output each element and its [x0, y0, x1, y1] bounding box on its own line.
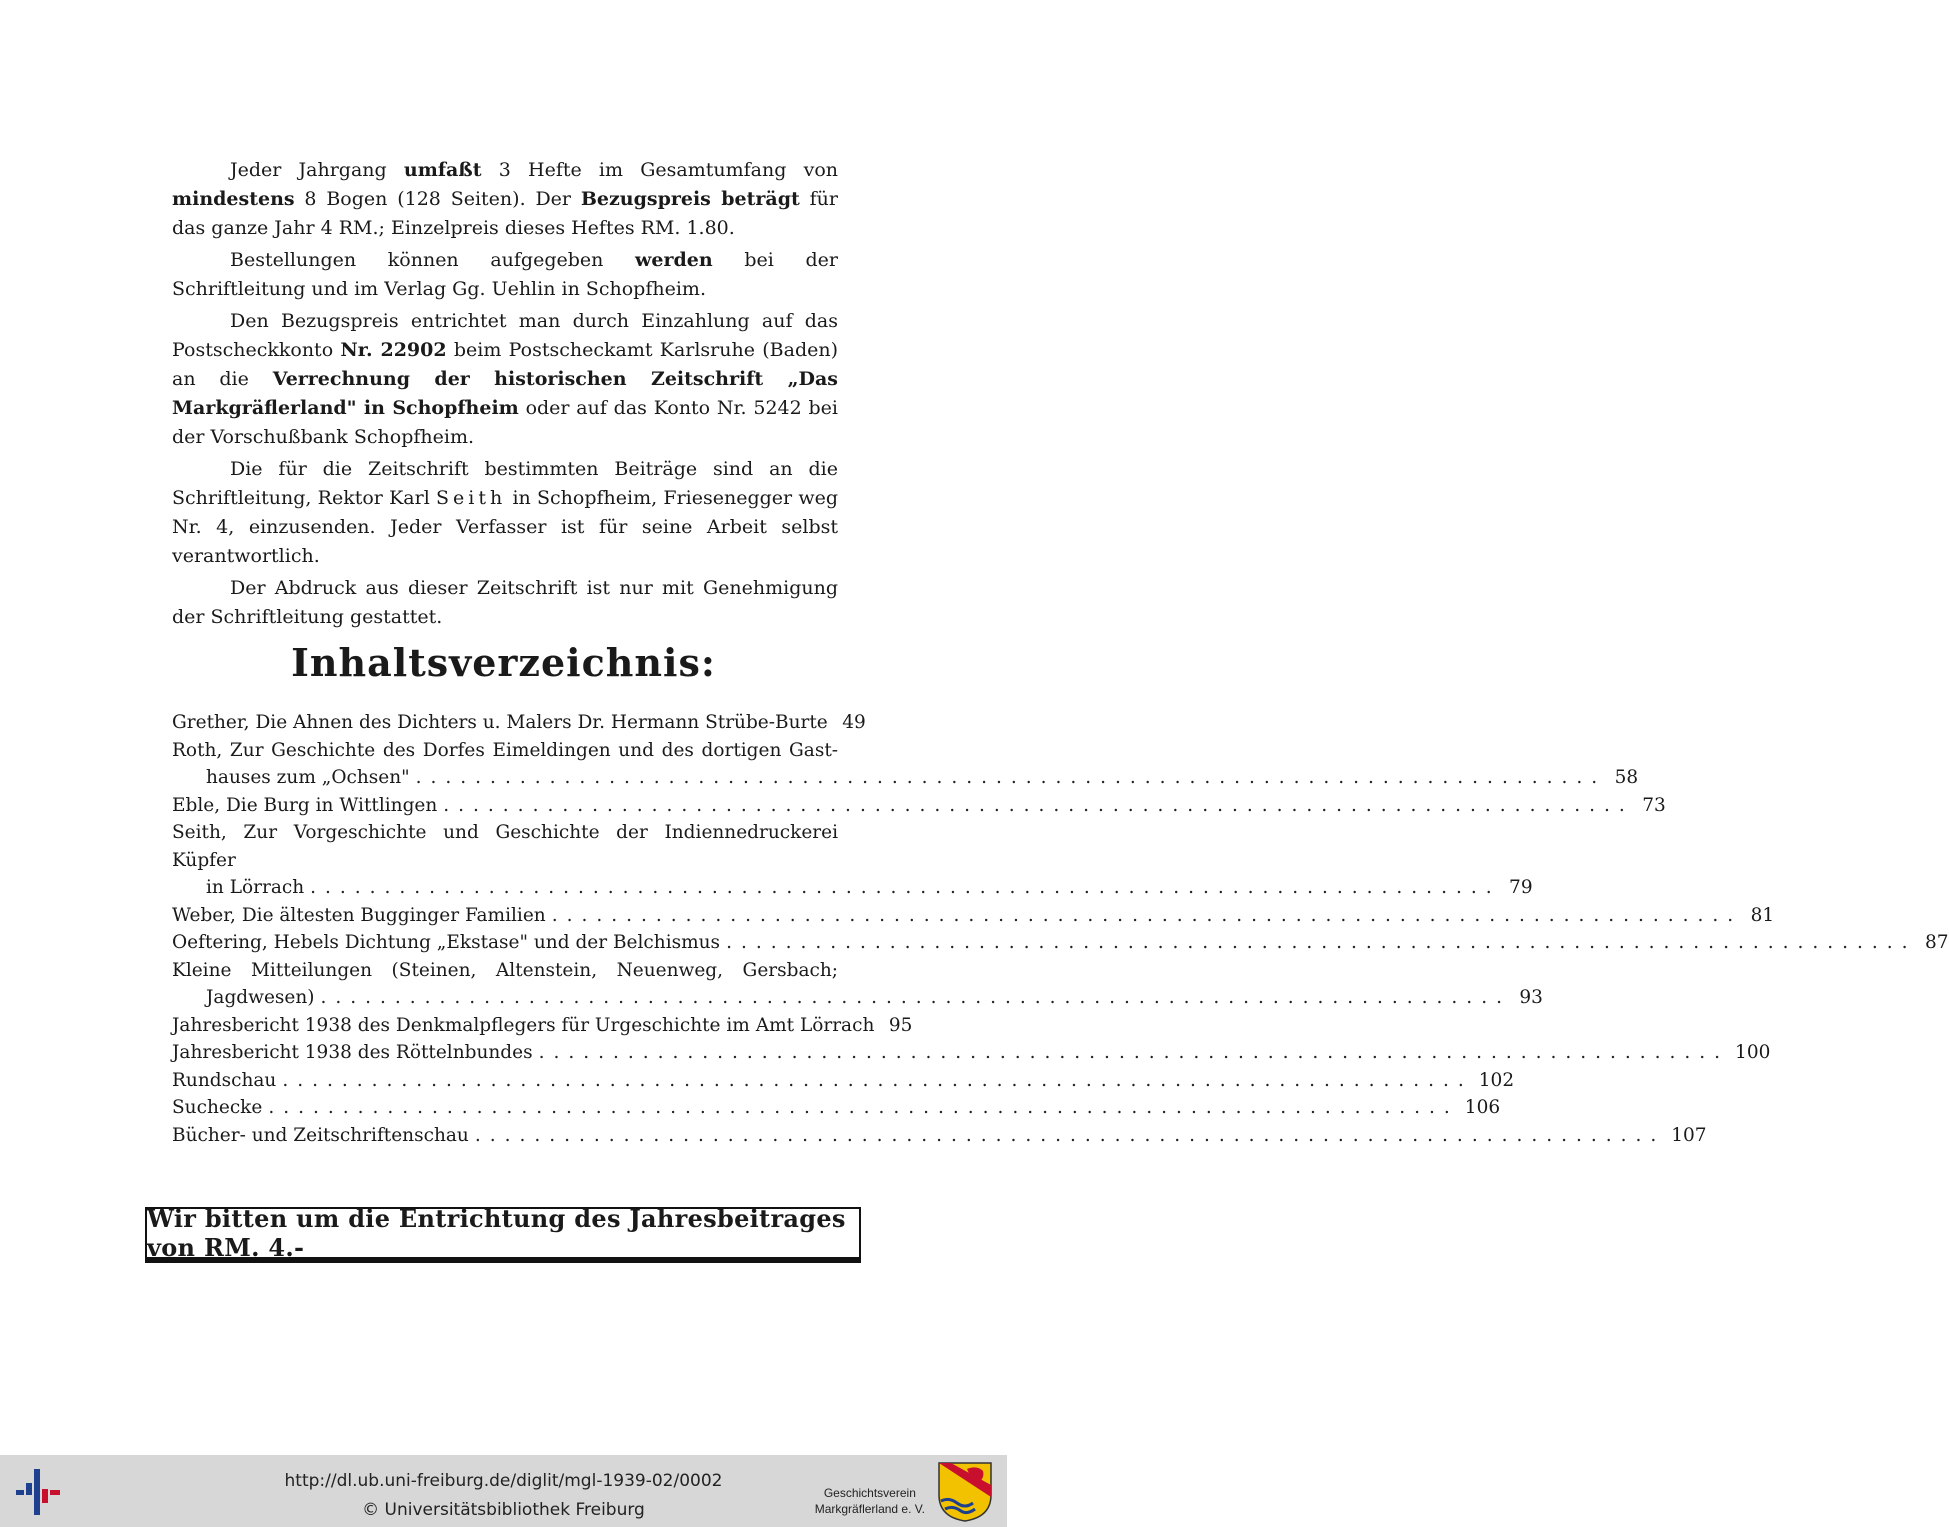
toc-entry-title: Rundschau	[172, 1069, 277, 1091]
bold-text-run: Verrechnung der historischen Zeitschrift „Das Markgräflerland" in Schopfheim	[172, 368, 838, 419]
toc-entry	[172, 819, 1533, 902]
toc-entry-title: Jagdwesen)	[206, 987, 315, 1008]
text-run: bei der Schriftleitung und im Verlag Gg. Uehlin in Schopfheim.	[172, 249, 838, 300]
bold-text-run: werden	[635, 249, 713, 271]
toc-page-number: 102	[1478, 1069, 1515, 1091]
toc-entry-title: Grether, Die Ahnen des Dichters u. Malers Dr. Hermann Strübe-Burte	[172, 712, 828, 733]
toc-page-number: 79	[1509, 877, 1533, 898]
text-run: für das ganze Jahr 4 RM.; Einzelpreis dieses Heftes RM. 1.80.	[172, 188, 838, 239]
toc-entry-main	[172, 874, 1533, 902]
toc-entry	[172, 957, 1543, 1012]
bold-text-run: mindestens	[172, 188, 295, 210]
toc-entry-main	[172, 1122, 1707, 1150]
toc-entry-title: Eble, Die Burg in Wittlingen	[172, 794, 438, 816]
bold-text-run: umfaßt	[403, 159, 482, 181]
text-run: in Schopfheim, Friesenegger weg Nr. 4, einzusenden. Jeder Verfasser ist für seine Arbeit selbst verantwortlich.	[172, 487, 839, 567]
toc-entry-title: hauses zum „Ochsen"	[206, 767, 410, 788]
toc-entry	[172, 737, 1639, 792]
document-url[interactable]: http://dl.ub.uni-freiburg.de/diglit/mgl-1939-02/0002	[284, 1471, 723, 1491]
text-run: oder auf das Konto Nr. 5242 bei der Vorschußbank Schopfheim.	[172, 397, 838, 448]
table-of-contents	[172, 709, 1949, 1149]
toc-entry	[172, 1012, 913, 1040]
toc-page-number: 107	[1671, 1124, 1707, 1146]
text-run: 3 Hefte im Gesamtumfang von	[481, 159, 838, 181]
toc-entry	[172, 1039, 1771, 1067]
toc-entry-title: Weber, Die ältesten Bugginger Familien	[172, 904, 546, 926]
intro-paragraph-1	[172, 156, 838, 243]
intro-paragraph-2	[172, 246, 838, 304]
toc-page-number: 49	[842, 712, 866, 733]
toc-leader-dots: ................................................................................	[282, 1069, 1473, 1091]
toc-entry-main	[172, 902, 1775, 930]
toc-page-number: 87	[1924, 932, 1949, 953]
toc-entry	[172, 929, 1949, 957]
text-run: Jeder Jahrgang	[230, 159, 404, 181]
toc-entry-main	[172, 1094, 1501, 1122]
coat-of-arms-icon	[937, 1461, 993, 1523]
toc-entry	[172, 709, 866, 737]
toc-leader-dots: ................................................................................	[551, 904, 1743, 926]
intro-paragraph-3	[172, 307, 838, 452]
toc-entry-main	[172, 1012, 913, 1040]
toc-page-number: 95	[888, 1014, 913, 1036]
toc-entry-main	[172, 709, 866, 737]
toc-leader-dots: ................................................................................	[474, 1124, 1666, 1146]
toc-entry-line: Roth, Zur Geschichte des Dorfes Eimeldingen und des dortigen Gast-	[172, 739, 838, 761]
toc-leader-dots: ................................................................................	[320, 987, 1511, 1008]
toc-entry-main	[172, 1039, 1771, 1067]
toc-leader-dots: ................................................................................	[310, 877, 1501, 898]
toc-page-number: 100	[1735, 1042, 1771, 1063]
toc-leader-dots: ................................................................................	[415, 767, 1607, 788]
intro-paragraph-4	[172, 455, 838, 571]
membership-fee-notice: Wir bitten um die Entrichtung des Jahresbeitrages von RM. 4.-	[145, 1207, 861, 1263]
publisher-line-2: Markgräflerland e. V.	[814, 1502, 925, 1516]
spaced-name: Seith	[436, 487, 507, 509]
toc-page-number: 93	[1519, 987, 1543, 1008]
toc-entry-line: Kleine Mitteilungen (Steinen, Altenstein, Neuenweg, Gersbach;	[172, 959, 838, 981]
text-run: Bestellungen können aufgegeben	[230, 249, 636, 271]
toc-entry-main	[172, 929, 1949, 957]
toc-page-number: 58	[1614, 767, 1639, 788]
toc-leader-dots: ................................................................................	[538, 1042, 1730, 1063]
toc-page-number: 73	[1642, 794, 1666, 816]
toc-leader-dots: ................................................................................	[443, 794, 1634, 816]
toc-leader-dots: ................................................................................	[268, 1097, 1459, 1118]
toc-entry	[172, 792, 1666, 820]
toc-page-number: 81	[1750, 904, 1775, 926]
viewer-footer	[0, 1455, 1007, 1527]
toc-entry-title: Jahresbericht 1938 des Röttelnbundes	[172, 1042, 533, 1063]
toc-entry-main	[172, 764, 1639, 792]
publisher-name	[815, 1485, 925, 1517]
toc-entry	[172, 1122, 1707, 1150]
toc-entry	[172, 902, 1775, 930]
toc-entry-title: Oeftering, Hebels Dichtung „Ekstase" und der Belchismus	[172, 932, 721, 953]
toc-leader-dots: ................................................................................	[726, 932, 1917, 953]
copyright-notice: © Universitätsbibliothek Freiburg	[362, 1500, 645, 1520]
text-run: Die für die Zeitschrift bestimmten Beiträge sind an die Schriftleitung, Rektor Karl	[172, 458, 838, 509]
text-run: beim Postscheckamt Karlsruhe (Baden) an die	[172, 339, 839, 390]
toc-entry	[172, 1094, 1501, 1122]
toc-heading: Inhaltsverzeichnis:	[291, 640, 716, 685]
intro-text	[172, 156, 838, 635]
bold-text-run: Nr. 22902	[340, 339, 447, 361]
toc-entry-title: Bücher- und Zeitschriftenschau	[172, 1124, 469, 1146]
intro-paragraph-5	[172, 574, 838, 632]
publisher-line-1: Geschichtsverein	[823, 1486, 916, 1500]
toc-page-number: 106	[1464, 1097, 1501, 1118]
text-run: Den Bezugspreis entrichtet man durch Einzahlung auf das Postscheckkonto	[172, 310, 838, 361]
toc-entry-main	[172, 984, 1543, 1012]
toc-entry-line: Seith, Zur Vorgeschichte und Geschichte der Indiennedruckerei Küpfer	[172, 822, 838, 871]
bold-text-run: Bezugspreis beträgt	[580, 188, 800, 210]
toc-entry-title: Suchecke	[172, 1097, 263, 1118]
toc-entry	[172, 1067, 1515, 1095]
toc-entry-main	[172, 792, 1666, 820]
text-run: 8 Bogen (128 Seiten). Der	[294, 188, 581, 210]
toc-entry-title: in Lörrach	[206, 877, 305, 898]
text-run: Der Abdruck aus dieser Zeitschrift ist nur mit Genehmigung der Schriftleitung gestattet.	[172, 577, 838, 628]
toc-entry-main	[172, 1067, 1515, 1095]
toc-entry-title: Jahresbericht 1938 des Denkmalpflegers für Urgeschichte im Amt Lörrach	[172, 1014, 875, 1036]
